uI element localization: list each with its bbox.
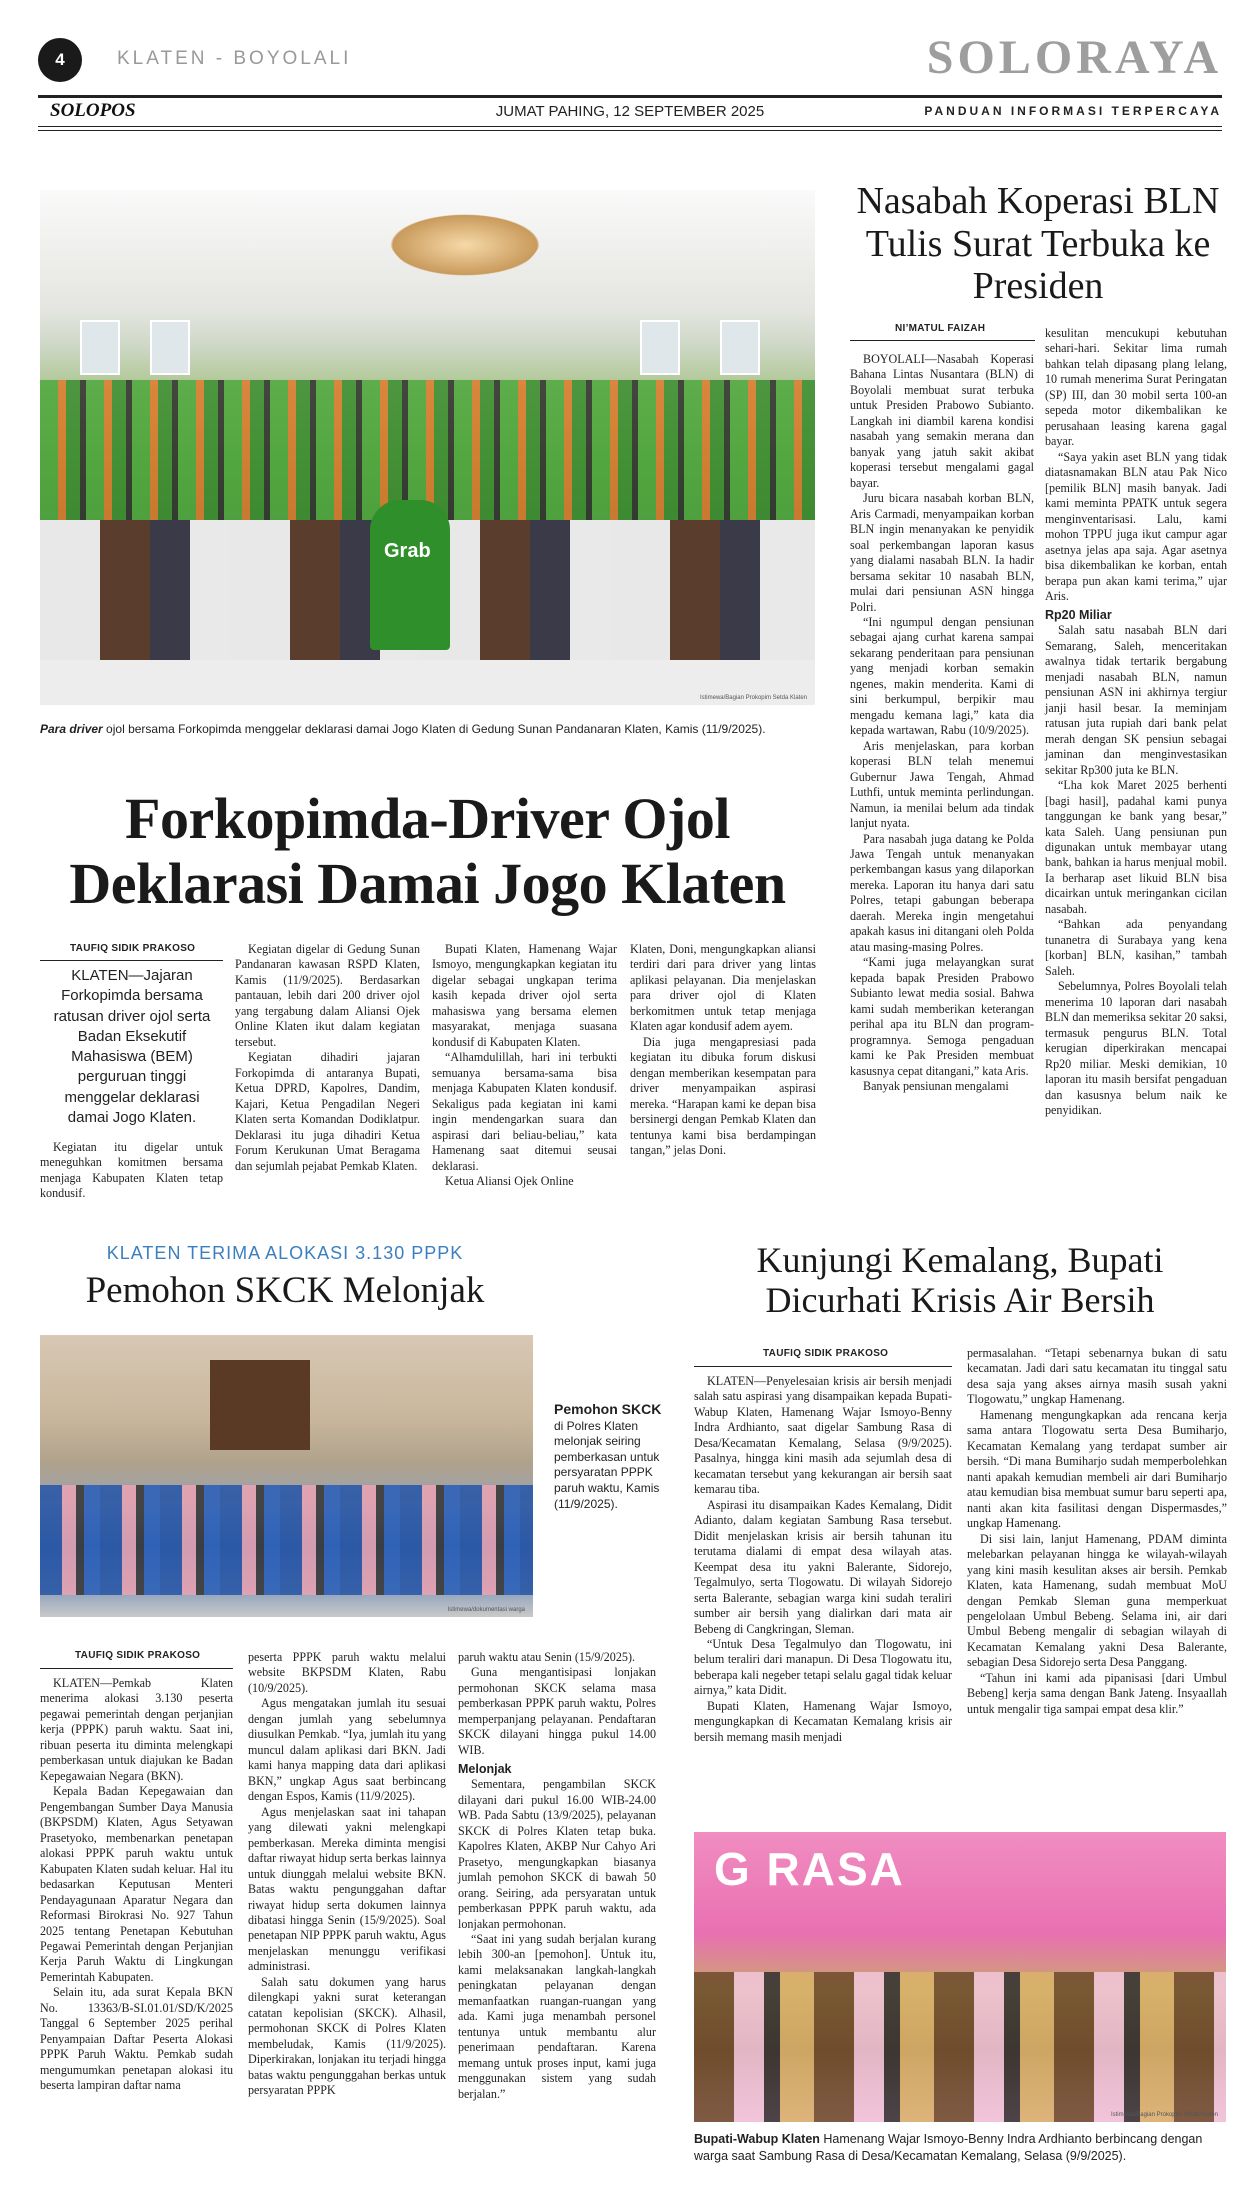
subhead: Melonjak bbox=[458, 1762, 512, 1777]
byline: TAUFIQ SIDIK PRAKOSO bbox=[70, 943, 196, 954]
paragraph: Dia juga mengapresiasi pada kegiatan itu dibuka forum diskusi dengan memberikan kesempatan para driver menyampaikan aspirasi mereka. “Harapan kami ke depan bisa bersinergi dengan Pemkab Klaten dan tentunya kami bisa berdampingan tangan,” jelas Doni. bbox=[630, 1034, 816, 1158]
paragraph: “Saat ini yang sudah berjalan kurang lebih 300-an [pemohon]. Untuk itu, kami melaksanakan langkah-langkah peningkatan pelayanan dengan memanfaatkan ruangan-ruangan yang ada. Kami juga menambah personel tentunya untuk membantu alur penerimaan pendaftaran. Karena memang untuk proses input, kami juga menggunakan sistem yang sudah berjalan.” bbox=[458, 1931, 656, 2101]
kemalang-photo-caption bbox=[694, 2131, 1226, 2165]
caption-lead: Para driver bbox=[40, 722, 103, 736]
byline: NI’MATUL FAIZAH bbox=[895, 323, 986, 334]
photo-credit: Istimewa/dokumentasi warga bbox=[447, 1607, 525, 1613]
paragraph: Agus mengatakan jumlah itu sesuai dengan jumlah yang sebelumnya diusulkan Pemkab. “Iya, jumlah itu yang muncul dalam aplikasi dari BKN. Jadi kami hanya mapping data dari aplikasi BKN,” ungkap Agus saat berbincang dengan Espos, Kamis (11/9/2025). bbox=[248, 1696, 446, 1804]
story-column bbox=[432, 942, 617, 1190]
newspaper-logo: SOLOPOS bbox=[50, 100, 136, 121]
paragraph: Kegiatan digelar di Gedung Sunan Pandanaran kawasan RSPD Klaten, Kamis (11/9/2025). Berdasarkan pantauan, lebih dari 200 driver ojol yang tergabung dalam Aliansi Ojek Online Klaten ikut dalam kegiatan tersebut. bbox=[235, 942, 420, 1049]
byline-rule bbox=[40, 960, 223, 961]
section-label: KLATEN - BOYOLALI bbox=[117, 48, 352, 69]
paragraph: Salah satu nasabah BLN dari Semarang, Saleh, menceritakan awalnya tidak tertarik bergabung menjadi nasabah BLN, namun pensiunan ASN ini akhirnya tergiur janji hasil besar. Ia meminjam ratusan juta rupiah dari bank pelat merah dengan SK pensiun sebagai jaminan dan menginvestasikan sekitar Rp300 juta ke BLN. bbox=[1045, 623, 1227, 777]
skck-photo bbox=[40, 1335, 533, 1617]
paragraph: Salah satu dokumen yang harus dilengkapi yakni surat keterangan catatan kepolisian (SKCK). Alhasil, permohonan SKCK di Polres Klaten membeludak, Kamis (11/9/2025). Diperkirakan, lonjakan itu terjadi hingga batas waktu pengunggahan berkas untuk persyaratan PPPK bbox=[248, 1974, 446, 2098]
paragraph: “Tahun ini kami ada pipanisasi [dari Umbul Bebeng] kerja sama dengan Bank Jateng. Insyaallah untuk mengalir tiga sampai empat desa klir.” bbox=[967, 1670, 1227, 1716]
paragraph: “Saya yakin aset BLN yang tidak diatasnamakan BLN atau Pak Nico [pemilik BLN] masih banyak. Jadi kami meminta PPATK untuk segera menginventarisasi. Lalu, kami mohon TPPU juga ikut campur agar asetnya jelas apa saja. Agar asetnya bisa dikembalikan ke korban, entah berapa pun akan kami terima,” ujar Aris. bbox=[1045, 449, 1227, 603]
subhead: Rp20 Miliar bbox=[1045, 608, 1112, 623]
paragraph: Juru bicara nasabah korban BLN, Aris Carmadi, menyampaikan korban BLN ingin menanyakan ke penyidik soal perkembangan laporan kasus yang dialami nasabah BLN. Ia hadir bersama sekitar 10 nasabah BLN, mulai dari pensiunan ASN hingga Polri. bbox=[850, 491, 1034, 614]
paragraph: Selain itu, ada surat Kepala BKN No. 13363/B-SI.01.01/SD/K/2025 Tanggal 6 September 2025 perihal Penyampaian Daftar Peserta Alokasi PPPK Paruh Waktu. Pemkab sudah mengumumkan penetapan alokasi itu beserta lampiran daftar nama bbox=[40, 1985, 233, 2093]
paragraph: peserta PPPK paruh waktu melalui website BKPSDM Klaten, Rabu (10/9/2025). bbox=[248, 1650, 446, 1695]
story-column bbox=[248, 1650, 446, 2099]
paragraph: KLATEN—Penyelesaian krisis air bersih menjadi salah satu aspirasi yang disampaikan kepada Bupati-Wabup Klaten, Hamenang Wajar Ismoyo-Benny Indra Ardhianto, saat digelar Sambung Rasa di Desa/Kecamatan Kemalang, Selasa (9/9/2025). Pasalnya, hingga kini masih ada sejumlah desa di kecamatan tersebut yang kekurangan air bersih saat kemarau tiba. bbox=[694, 1374, 952, 1497]
photo-credit: Istimewa/Bagian Prokopim Setda Klaten bbox=[1110, 2112, 1218, 2118]
page-number: 4 bbox=[38, 38, 82, 82]
byline-rule bbox=[40, 1668, 233, 1669]
paragraph: Sebelumnya, Polres Boyolali telah menerima 10 laporan dari nasabah BLN dan memeriksa sekitar 20 saksi, termasuk pengurus BLN. Total kerugian diperkirakan mencapai Rp20 miliar. Meski demikian, 10 laporan itu masih bersifat pengaduan dan kasusnya belum naik ke penyidikan. bbox=[1045, 979, 1227, 1117]
paragraph: Aris menjelaskan, para korban koperasi BLN telah menemui Gubernur Jawa Tengah, Ahmad Luthfi, untuk meminta perlindungan. Namun, ia menilai belum ada tindak lanjut nyata. bbox=[850, 738, 1034, 831]
skck-kicker: KLATEN TERIMA ALOKASI 3.130 PPPK bbox=[106, 1243, 464, 1263]
issue-date: JUMAT PAHING, 12 SEPTEMBER 2025 bbox=[495, 103, 765, 120]
byline: TAUFIQ SIDIK PRAKOSO bbox=[763, 1348, 889, 1359]
story-column bbox=[694, 1374, 952, 1745]
paragraph: Di sisi lain, lanjut Hamenang, PDAM diminta melebarkan pelayanan hingga ke wilayah-wilayah yang kini masih kesulitan akses air bersih. Pemkab Klaten, kata Hamenang, sudah membuat MoU dengan Pemkab Sleman guna memperkuat pengelolaan Umbul Bebeng. Selama ini, air dari Umbul Bebeng mengalir di sebagian wilayah di Kecamatan Kemalang yakni Desa Balerante, sebagian Desa Sidorejo serta Desa Panggang. bbox=[967, 1531, 1227, 1670]
paragraph: kesulitan mencukupi kebutuhan sehari-hari. Sekitar lima rumah bahkan telah dipasang plang lelang, 10 rumah menerima Surat Peringatan (SP) III, dan 30 mobil serta 100-an sepeda motor dikembalikan ke perusahaan leasing karena gagal bayar. bbox=[1045, 326, 1227, 449]
byline: TAUFIQ SIDIK PRAKOSO bbox=[75, 1650, 201, 1661]
paragraph: Kegiatan itu digelar untuk meneguhkan komitmen bersama menjaga Kabupaten Klaten tetap kondusif. bbox=[40, 1140, 223, 1201]
kemalang-headline: Kunjungi Kemalang, Bupati Dicurhati Krisis Air Bersih bbox=[756, 1240, 1164, 1321]
tagline: PANDUAN INFORMASI TERPERCAYA bbox=[924, 104, 1222, 118]
paragraph: Banyak pensiunan mengalami bbox=[863, 1079, 1009, 1094]
section-brand: SOLORAYA bbox=[926, 31, 1222, 84]
paragraph: Kegiatan dihadiri jajaran Forkopimda di antaranya Bupati, Ketua DPRD, Kapolres, Dandim, Kajari, Ketua Pengadilan Negeri Klaten serta Komandan Dodiklatpur. Deklarasi itu juga dihadiri Ketua Forum Kerukunan Umat Beragama dan sejumlah pejabat Pemkab Klaten. bbox=[235, 1050, 420, 1173]
caption-lead: Pemohon SKCK bbox=[554, 1401, 662, 1417]
paragraph: Guna mengantisipasi lonjakan permohonan SKCK selama masa pemberkasan PPPK paruh waktu, Polres memperpanjang pelayanan. Pendaftaran SKCK dilayani hingga pukul 14.00 WIB. bbox=[458, 1665, 656, 1757]
story-lead: KLATEN—Jajaran Forkopimda bersama ratusan driver ojol serta Badan Eksekutif Mahasiswa (BEM) perguruan tinggi menggelar deklarasi damai Jogo Klaten. bbox=[53, 967, 211, 1126]
story-column bbox=[967, 1346, 1227, 1717]
skck-headline: Pemohon SKCK Melonjak bbox=[85, 1270, 485, 1311]
story-column bbox=[235, 942, 420, 1174]
paragraph: “Lha kok Maret 2025 berhenti [bagi hasil], padahal kami punya tanggungan ke bank yang besar,” kata Saleh. Uang pensiunan pun digunakan untuk membayar utang bank, bahkan ia harus menjual mobil. Ia berharap aset likuid BLN bisa dicairkan untuk meringankan cicilan nasabah. bbox=[1045, 778, 1227, 916]
story-column bbox=[850, 352, 1034, 1095]
story-column bbox=[40, 1140, 223, 1202]
paragraph: permasalahan. “Tetapi sebenarnya bukan di satu kecamatan. Jadi dari satu kecamatan itu tinggal satu desa saja yang akses airnya masih susah yakni Tlogowatu,” ungkap Hamenang. bbox=[967, 1346, 1227, 1407]
main-headline: Forkopimda-Driver Ojol Deklarasi Damai Jogo Klaten bbox=[69, 786, 786, 916]
paragraph: Klaten, Doni, mengungkapkan aliansi terdiri dari para driver yang lintas aplikasi pelayanan. Dia menjelaskan para driver ojol di Klaten berkomitmen untuk tetap menjaga Klaten agar kondusif adem ayem. bbox=[630, 942, 816, 1034]
paragraph: “Alhamdulillah, hari ini terbukti semuanya bersama-sama bisa menjaga Kabupaten Klaten kondusif. Sekaligus pada kegiatan ini kami ingin mendengarkan suara dan aspirasi dari beliau-beliau,” kata Hamenang saat ditemui seusai deklarasi. bbox=[432, 1050, 617, 1173]
photo-banner-text: G RASA bbox=[714, 1843, 905, 1895]
header-rule bbox=[38, 95, 1222, 98]
paragraph: paruh waktu atau Senin (15/9/2025). bbox=[458, 1650, 636, 1664]
paragraph: Bupati Klaten, Hamenang Wajar Ismoyo, mengungkapkan di Kecamatan Kemalang krisis air bersih memang masih menjadi bbox=[694, 1698, 952, 1744]
paragraph: Sementara, pengambilan SKCK dilayani dari pukul 16.00 WIB-24.00 WB. Pada Sabtu (13/9/2025), pelayanan SKCK di Polres Klaten tetap buka. Kapolres Klaten, AKBP Nur Cahyo Ari Prasetyo, mengungkapkan biasanya jumlah pemohon SKCK di bawah 50 orang. Seiring, ada persyaratan untuk pemberkasan PPPK paruh waktu, ada lonjakan permohonan. bbox=[458, 1777, 656, 1931]
paragraph: “Kami juga melayangkan surat kepada bapak Presiden Prabowo Subianto lewat media sosial. Bahwa kami sudah memberikan keterangan perihal apa itu BLN dan program-programnya. Semoga pengaduan kami ke Pak Presiden membuat kasusnya cepat ditangani,” kata Aris. bbox=[850, 955, 1034, 1078]
story-column bbox=[630, 942, 816, 1159]
notice-board-graphic bbox=[210, 1360, 310, 1450]
header-rule bbox=[38, 126, 1222, 127]
caption-text: Hamenang Wajar Ismoyo-Benny Indra Ardhianto berbincang dengan warga saat Sambung Rasa di Desa/Kecamatan Kemalang, Selasa (9/9/2025). bbox=[694, 2132, 1203, 2163]
byline-rule bbox=[850, 340, 1035, 341]
paragraph: “Ini ngumpul dengan pensiunan sebagai ajang curhat karena sampai sekarang penderitaan para pensiunan yang menjadi korban semakin ngenes, makin menderita. Kami di sini berkumpul, berpikir mau mengadu kemana lagi,” kata dia kepada wartawan, Rabu (10/9/2025). bbox=[850, 614, 1034, 738]
grab-jacket-graphic: Grab bbox=[370, 500, 450, 650]
caption-text: di Polres Klaten melonjak seiring pemberkasan untuk persyaratan PPPK paruh waktu, Kamis (11/9/2025). bbox=[554, 1418, 660, 1511]
paragraph: Agus menjelaskan saat ini tahapan yang dilewati yakni melengkapi pemberkasan. Mereka diminta mengisi daftar riwayat hidup serta berkas lainnya untuk diunggah melalui website BKN. Batas waktu pengunggahan daftar riwayat hidup serta dokumen lainnya dibatasi hingga Senin (15/9/2025). Soal penetapan NIP PPPK paruh waktu, Agus menjelaskan menunggu verifikasi administrasi. bbox=[248, 1804, 446, 1974]
paragraph: KLATEN—Pemkab Klaten menerima alokasi 3.130 peserta pegawai pemerintah dengan perjanjian kerja (PPPK) paruh waktu. Saat ini, ribuan peserta itu diminta melengkapi pemberkasan untuk diajukan ke Badan Kepegawaian Negara (BKN). bbox=[40, 1676, 233, 1783]
paragraph: Hamenang mengungkapkan ada rencana kerja sama antara Tlogowatu serta Desa Bumiharjo, Kecamatan Kemalang yang terdapat sumber air bersih. “Di mana Bumiharjo sudah memperbolehkan nanti apakah kemudian membeli air dari Bumiharjo atau kemudian bisa membuat sumur baru seperti apa, nanti akan kita fasilitasi dengan Dispermasdes,” ungkap Hamenang. bbox=[967, 1407, 1227, 1531]
story-column bbox=[458, 1650, 656, 2102]
bln-headline: Nasabah Koperasi BLN Tulis Surat Terbuka ke Presiden bbox=[856, 180, 1220, 308]
paragraph: “Bahkan ada penyandang tunanetra di Surabaya yang kena [korban] BLN, kasihan,” tambah Saleh. bbox=[1045, 917, 1227, 978]
paragraph: BOYOLALI—Nasabah Koperasi Bahana Lintas Nusantara (BLN) di Boyolali membuat surat terbuka untuk Presiden Prabowo Subianto. Langkah ini diambil karena kondisi nasabah yang semakin merana dan banyak yang jatuh sakit akibat koperasi tersebut mengalami gagal bayar. bbox=[850, 352, 1034, 490]
paragraph: Ketua Aliansi Ojek Online bbox=[445, 1174, 574, 1189]
paragraph: Aspirasi itu disampaikan Kades Kemalang, Didit Adianto, dalam kegiatan Sambung Rasa tersebut. Didit menjelaskan krisis air bersih tahunan itu terutama dialami di empat desa wilayah atas. Keempat desa itu yakni Balerante, Sidorejo, Tegalmulyo, serta Tlogowatu. Di wilayah Sidorejo serta Balerante, sebagian warga kini sudah teraliri sumber air bersih yang dialirkan dari mata air Bebeng di Cangkringan, Sleman. bbox=[694, 1497, 952, 1636]
skck-photo-caption bbox=[554, 1400, 664, 1512]
paragraph: “Untuk Desa Tegalmulyo dan Tlogowatu, ini belum teraliri dari manapun. Di Desa Tlogowatu itu, beberapa kali negeber tetapi selalu gagal tidak keluar airnya,” kata Didit. bbox=[694, 1636, 952, 1698]
byline-rule bbox=[694, 1366, 952, 1367]
header-rule bbox=[38, 130, 1222, 131]
kemalang-photo bbox=[694, 1832, 1226, 2122]
story-column bbox=[1045, 326, 1227, 1118]
paragraph: Para nasabah juga datang ke Polda Jawa Tengah untuk menanyakan perkembangan kasus yang dilaporkan mereka. Laporan itu hanya dari satu Polres, tetapi gabungan beberapa daerah. Mereka ingin mengetahui apakah kasus ini ditangani oleh Polda atau masing-masing Polres. bbox=[850, 831, 1034, 954]
main-story-photo bbox=[40, 190, 815, 705]
photo-credit: Istimewa/Bagian Prokopim Setda Klaten bbox=[699, 695, 807, 701]
caption-text: ojol bersama Forkopimda menggelar deklarasi damai Jogo Klaten di Gedung Sunan Pandanaran Klaten, Kamis (11/9/2025). bbox=[102, 722, 766, 736]
story-column bbox=[40, 1676, 233, 2094]
main-photo-caption bbox=[40, 721, 825, 737]
caption-lead: Bupati-Wabup Klaten bbox=[694, 2132, 820, 2146]
paragraph: Kepala Badan Kepegawaian dan Pengembangan Sumber Daya Manusia (BKPSDM) Klaten, Agus Setyawan Prasetyoko, membenarkan penetapan alokasi PPPK paruh waktu untuk Kabupaten Klaten sudah keluar. Hal itu bedasarkan Keputusan Menteri Pendayagunaan Aparatur Negara dan Reformasi Birokrasi No. 927 Tahun 2025 tentang Penetapan Kebutuhan Pegawai Pemerintah dengan Perjanjian Kerja Paruh Waktu di Lingkungan Pemerintah Kabupaten. bbox=[40, 1784, 233, 1984]
paragraph: Bupati Klaten, Hamenang Wajar Ismoyo, mengungkapkan kegiatan itu digelar sebagai ungkapan terima kasih kepada driver ojol serta mahasiswa yang bersama elemen masyarakat, menjaga suasana kondusif di Kabupaten Klaten. bbox=[432, 942, 617, 1049]
